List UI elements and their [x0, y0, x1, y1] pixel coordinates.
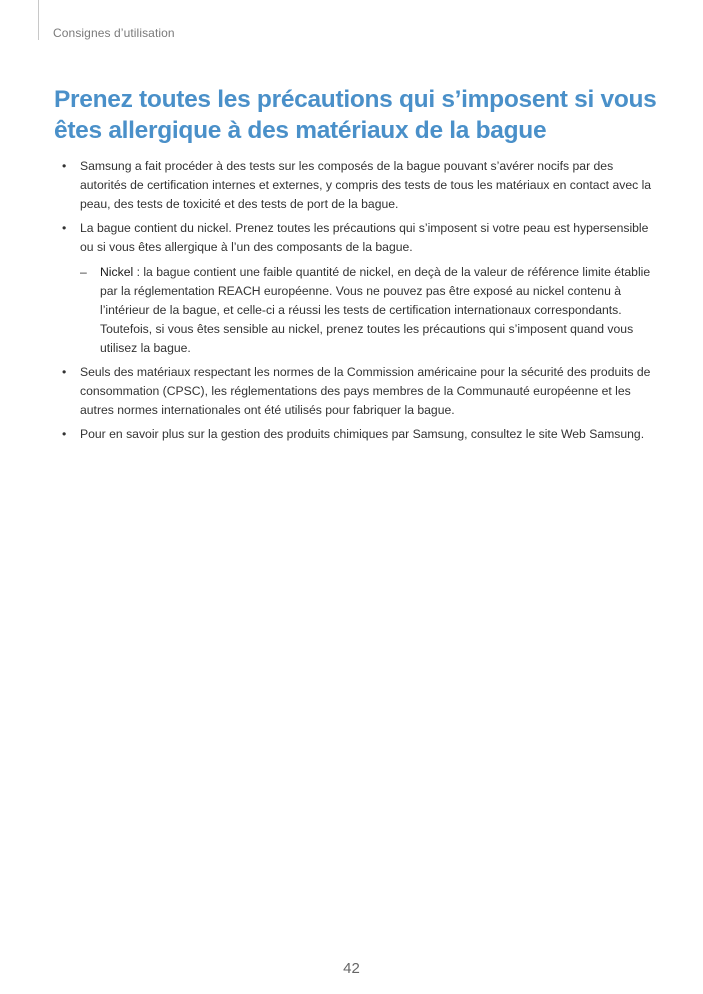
- main-content: [62, 157, 662, 449]
- bullet-item-more-info: [62, 425, 662, 444]
- bullet-list: [62, 157, 662, 444]
- sub-item-text: : la bague contient une faible quantité de nickel, en deçà de la valeur de référence limite établie par la réglementation REACH européenne. Vous ne pouvez pas être exposé au nickel contenu à l’intérieur de la bague, et celle-ci a réussi les tests de certification internationaux correspondants. Toutefois, si vous êtes sensible au nickel, prenez toutes les précautions qui s’imposent quand vous utilisez la bague.: [100, 265, 651, 355]
- bullet-mark: •: [62, 159, 67, 173]
- page-title: Prenez toutes les précautions qui s’imposent si vous êtes allergique à des matériaux de la bague: [54, 86, 657, 144]
- sub-list: [80, 263, 662, 358]
- header-divider: [38, 0, 39, 40]
- bullet-mark: •: [62, 427, 67, 441]
- bullet-mark: •: [62, 365, 67, 379]
- bullet-text: Pour en savoir plus sur la gestion des produits chimiques par Samsung, consultez le site Web Samsung.: [80, 427, 645, 441]
- bullet-text: Seuls des matériaux respectant les normes de la Commission américaine pour la sécurité des produits de consommation (CPSC), les réglementations des pays membres de la Communauté européenne et les autres normes internationales ont été utilisés pour fabriquer la bague.: [80, 365, 651, 417]
- bullet-item-nickel: [62, 219, 662, 358]
- sub-item-nickel: [80, 263, 662, 358]
- bullet-item-testing: [62, 157, 662, 214]
- term-nickel: Nickel: [100, 265, 134, 279]
- bullet-mark: •: [62, 221, 67, 235]
- bullet-item-standards: [62, 363, 662, 420]
- bullet-text: La bague contient du nickel. Prenez toutes les précautions qui s’imposent si votre peau est hypersensible ou si vous êtes allergique à l’un des composants de la bague.: [80, 221, 649, 254]
- section-header: Consignes d’utilisation: [53, 26, 175, 40]
- bullet-text: Samsung a fait procéder à des tests sur les composés de la bague pouvant s’avérer nocifs par des autorités de certification internes et externes, y compris des tests de tous les matériaux en contact avec la peau, des tests de toxicité et des tests de port de la bague.: [80, 159, 652, 211]
- dash-mark: –: [80, 265, 87, 279]
- page-number: 42: [343, 960, 360, 977]
